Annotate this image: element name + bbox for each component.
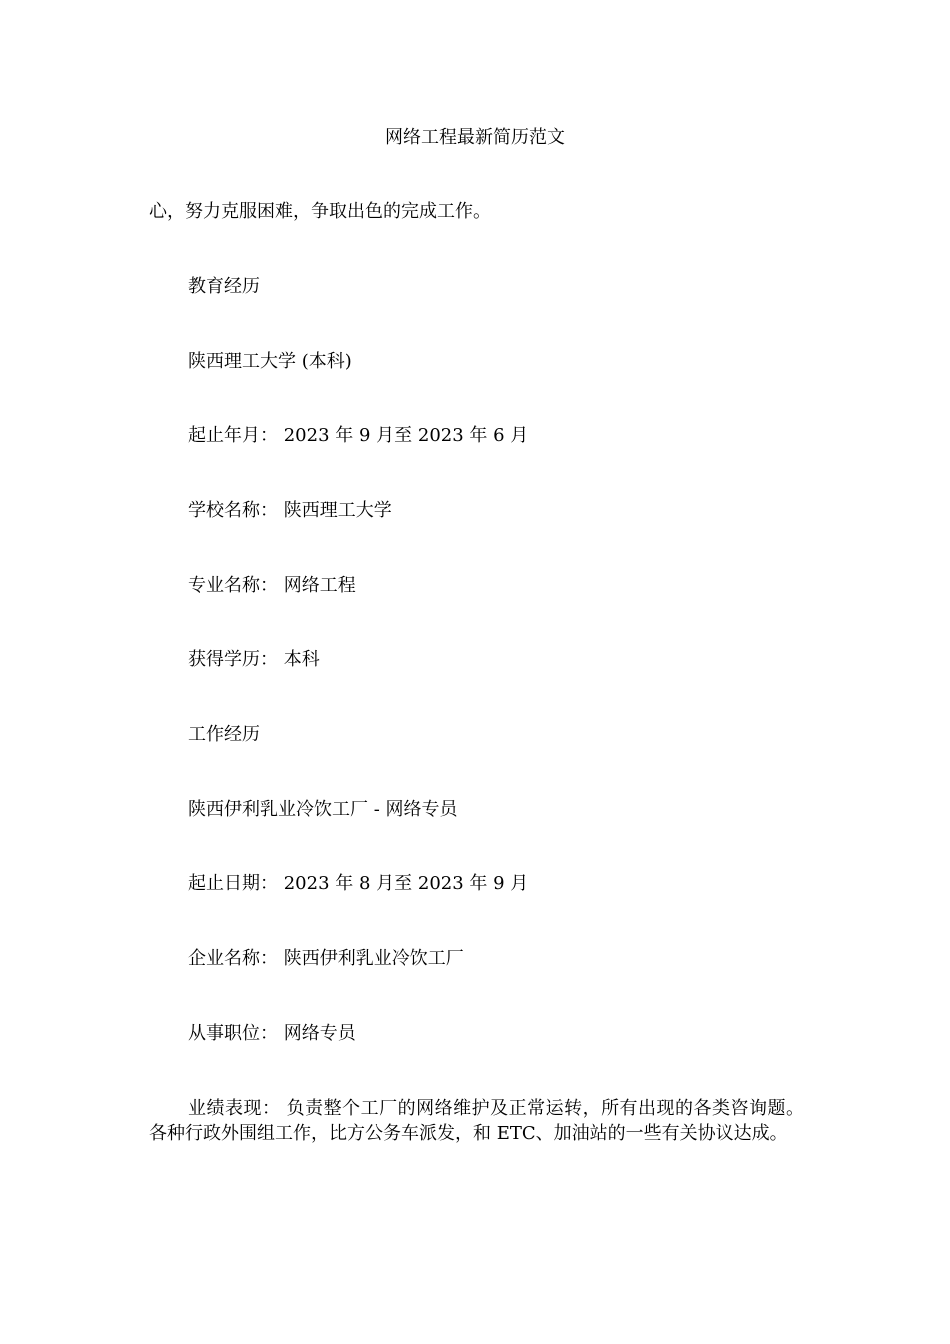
work-company-line: 陕西伊利乳业冷饮工厂 - 网络专员: [188, 799, 458, 820]
work-performance: 业绩表现： 负责整个工厂的网络维护及正常运转，所有出现的各类咨询题。各种行政外围组工作，比方公务车派发，和 ETC、加油站的一些有关协议达成。: [149, 1098, 804, 1144]
work-heading: 工作经历: [188, 724, 260, 745]
education-heading: 教育经历: [188, 276, 260, 297]
work-period: 起止日期： 2023 年 8 月至 2023 年 9 月: [188, 873, 529, 894]
education-school-name: 学校名称： 陕西理工大学: [188, 500, 392, 521]
work-position: 从事职位： 网络专员: [188, 1023, 356, 1044]
work-company-name: 企业名称： 陕西伊利乳业冷饮工厂: [188, 948, 464, 969]
page-title: 网络工程最新简历范文: [385, 127, 565, 148]
education-school-line: 陕西理工大学 (本科): [188, 351, 352, 372]
intro-line: 心，努力克服困难，争取出色的完成工作。: [149, 201, 491, 222]
education-major: 专业名称： 网络工程: [188, 575, 356, 596]
education-period: 起止年月： 2023 年 9 月至 2023 年 6 月: [188, 425, 529, 446]
education-degree: 获得学历： 本科: [188, 649, 320, 670]
